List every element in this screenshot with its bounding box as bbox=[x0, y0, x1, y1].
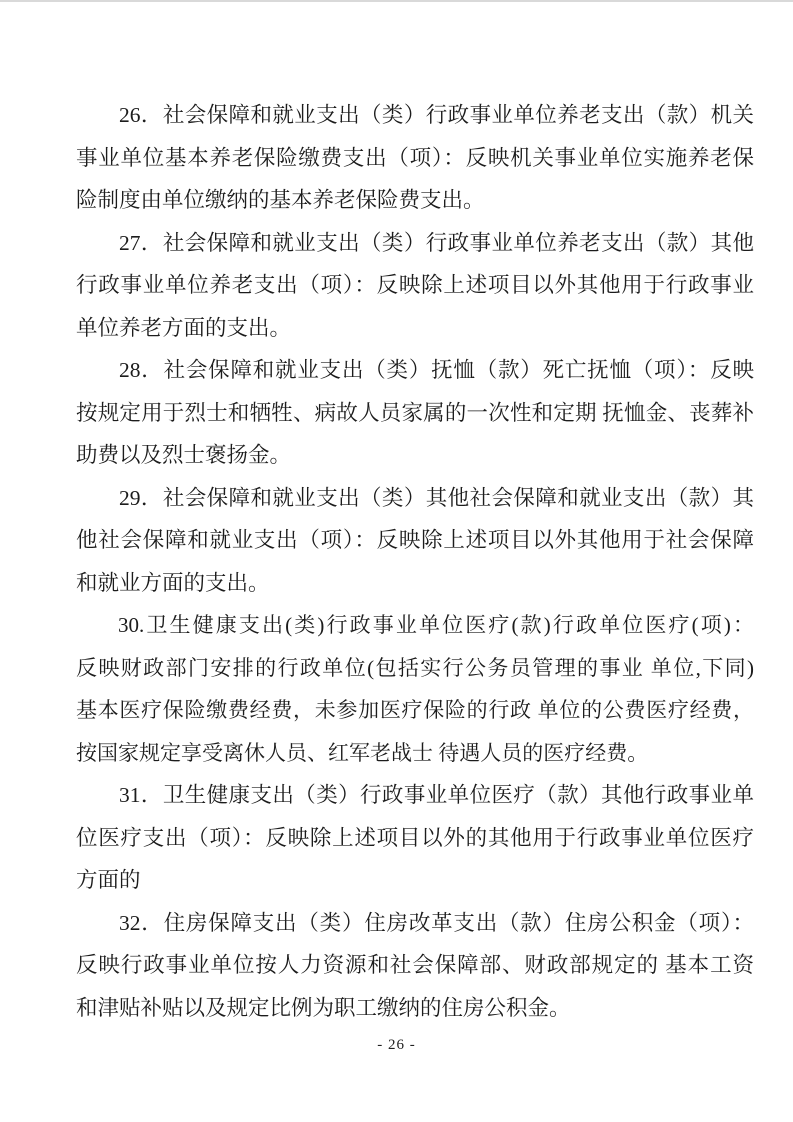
text-line: 31．卫生健康支出（类）行政事业单位医疗（款）其他行政事业单 bbox=[119, 783, 754, 807]
paragraph-29 bbox=[76, 477, 754, 605]
text-line: 基本医疗保险缴费经费，未参加医疗保险的行政 单位的公费医疗经费， bbox=[76, 698, 754, 722]
text-line: 反映财政部门安排的行政单位(包括实行公务员管理的事业 单位,下同) bbox=[76, 655, 754, 680]
paragraph-31 bbox=[76, 774, 754, 902]
text-line: 助费以及烈士褒扬金。 bbox=[76, 443, 292, 467]
paragraph-26 bbox=[76, 94, 754, 222]
text-line: 和就业方面的支出。 bbox=[76, 570, 270, 595]
text-line: 他社会保障和就业支出（项）：反映除上述项目以外其他用于社会保障 bbox=[76, 528, 754, 552]
text-line: 27．社会保障和就业支出（类）行政事业单位养老支出（款）其他 bbox=[119, 230, 754, 255]
text-line: 险制度由单位缴纳的基本养老保险费支出。 bbox=[76, 188, 485, 212]
text-line: 按规定用于烈士和牺牲、病故人员家属的一次性和定期 抚恤金、丧葬补 bbox=[76, 400, 754, 425]
document-body bbox=[76, 94, 754, 1029]
paragraph-30 bbox=[76, 604, 754, 774]
text-line: 26．社会保障和就业支出（类）行政事业单位养老支出（款）机关 bbox=[119, 103, 754, 127]
text-line: 按国家规定享受离休人员、红军老战士 待遇人员的医疗经费。 bbox=[76, 740, 649, 765]
text-line: 32．住房保障支出（类）住房改革支出（款）住房公积金（项）： bbox=[119, 910, 754, 935]
text-line: 位医疗支出（项）：反映除上述项目以外的其他用于行政事业单位医疗 bbox=[76, 825, 754, 850]
paragraph-28 bbox=[76, 349, 754, 477]
page-top-edge bbox=[0, 0, 793, 2]
text-line: 28．社会保障和就业支出（类）抚恤（款）死亡抚恤（项）：反映 bbox=[119, 358, 754, 382]
text-line: 方面的 bbox=[76, 868, 141, 892]
paragraph-32 bbox=[76, 902, 754, 1030]
paragraph-27 bbox=[76, 222, 754, 350]
page-footer bbox=[0, 1036, 793, 1054]
text-line: 反映行政事业单位按人力资源和社会保障部、财政部规定的 基本工资 bbox=[76, 953, 754, 977]
text-line: 30.卫生健康支出(类)行政事业单位医疗(款)行政单位医疗(项)： bbox=[118, 613, 754, 637]
text-line: 和津贴补贴以及规定比例为职工缴纳的住房公积金。 bbox=[76, 995, 571, 1020]
text-line: 事业单位基本养老保险缴费支出（项）：反映机关事业单位实施养老保 bbox=[76, 145, 754, 170]
text-line: 单位养老方面的支出。 bbox=[76, 315, 292, 340]
text-line: 29．社会保障和就业支出（类）其他社会保障和就业支出（款）其 bbox=[119, 485, 754, 510]
text-line: 行政事业单位养老支出（项）：反映除上述项目以外其他用于行政事业 bbox=[76, 273, 754, 297]
page-number: - 26 - bbox=[377, 1037, 416, 1053]
